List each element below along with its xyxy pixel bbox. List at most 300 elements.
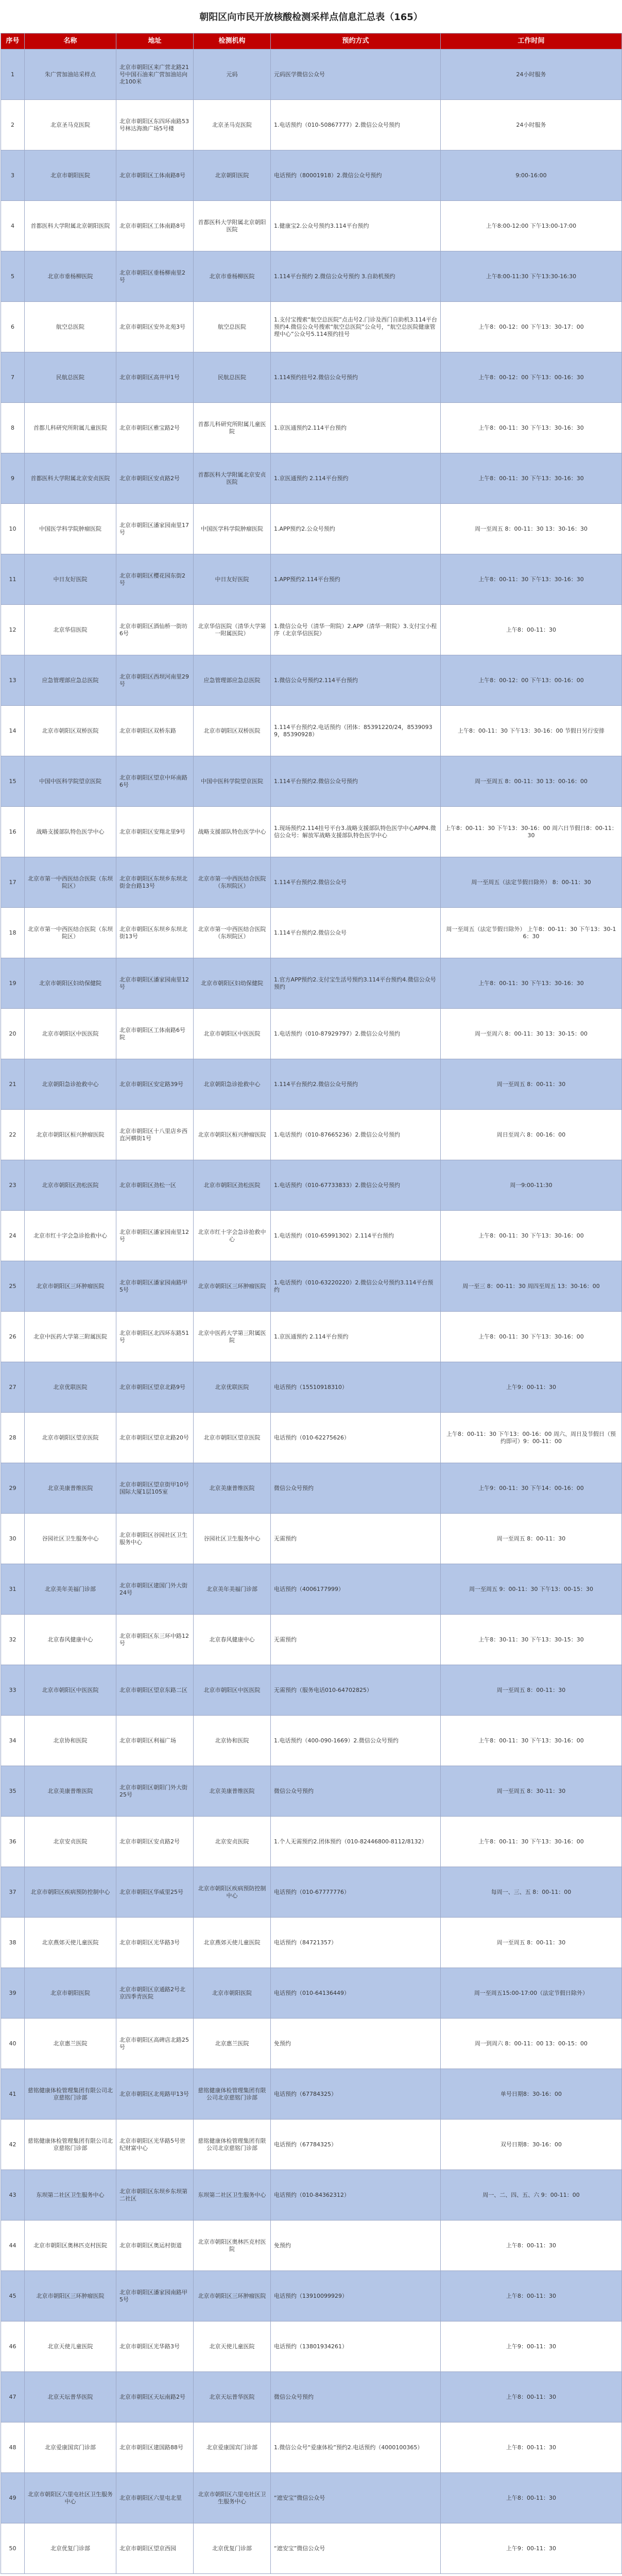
cell-no: 6 [1,302,25,352]
col-header-agency: 检测机构 [194,33,271,49]
cell-name: 北京爱康国宾门诊部 [25,2422,116,2473]
cell-no: 29 [1,1463,25,1514]
cell-hours: 上午8：00-11：30 下午13：30-16：00 [441,1312,622,1362]
cell-name: 北京天坛普华医院 [25,2372,116,2422]
cell-address: 北京市朝阳区樱花园东街2号 [116,554,194,605]
cell-no: 31 [1,1564,25,1615]
cell-name: 北京安贞医院 [25,1817,116,1867]
cell-no: 4 [1,201,25,251]
table-row [1,2120,622,2170]
table-row [1,1261,622,1312]
cell-no: 35 [1,1766,25,1817]
col-header-hours: 工作时间 [441,33,622,49]
cell-agency: 北京美康普维医院 [194,1463,271,1514]
cell-address: 北京市朝阳区高井甲1号 [116,352,194,403]
cell-agency: 北京市第一中西医结合医院（东坝院区） [194,857,271,908]
cell-address: 北京市朝阳区雅宝路2号 [116,403,194,453]
cell-booking: 1.114平台预约2.微信公众号 [271,908,441,958]
cell-address: 北京市朝阳区东坝乡东坝北街13号 [116,908,194,958]
cell-name: 首都儿科研究所附属儿童医院 [25,403,116,453]
cell-no: 46 [1,2321,25,2372]
cell-hours: 周一至周五 8：00-11：30 [441,1514,622,1564]
cell-booking: 电话预约（4006177999） [271,1564,441,1615]
cell-hours: 周一至周五15:00-17:00（法定节假日除外） [441,1968,622,2019]
cell-booking: 1.114平台预约2.微信公众号预约 [271,756,441,807]
cell-agency: 北京美年美福门诊部 [194,1564,271,1615]
cell-agency: 北京优联医院 [194,1362,271,1413]
cell-no: 37 [1,1867,25,1918]
cell-hours: 上午8：00-11：30 [441,2372,622,2422]
cell-address: 北京市朝阳区利福广场 [116,1716,194,1766]
cell-agency: 北京爱康国宾门诊部 [194,2422,271,2473]
cell-booking: 1.京医通预约2.114平台预约 [271,403,441,453]
cell-no: 23 [1,1160,25,1211]
cell-agency: 中国中医科学院望京医院 [194,756,271,807]
cell-no: 26 [1,1312,25,1362]
cell-name: 慈铭健康体检管理集团有限公司北京慈铭门诊部 [25,2120,116,2170]
cell-agency: 北京燕郊天使儿童医院 [194,1918,271,1968]
cell-name: 北京市朝阳区望京医院 [25,1413,116,1463]
table-row [1,958,622,1009]
cell-hours: 周一至周五（法定节假日除外） 8：00-11：30 [441,857,622,908]
cell-no: 5 [1,251,25,302]
cell-hours: 周一至三 8：00-11：30 周四至周五 13：30-16：00 [441,1261,622,1312]
cell-name: 北京市朝阳区双桥医院 [25,706,116,756]
cell-booking: 1.现场预约2.114挂号平台3.战略支援部队特色医学中心APP4.微信公众号：解放军战略支援部队特色医学中心 [271,807,441,857]
table-row [1,554,622,605]
cell-booking: 1.电话预约（010-87665236）2.微信公众号预约 [271,1110,441,1160]
cell-address: 北京市朝阳区潘家园南里12号 [116,958,194,1009]
cell-hours: 周一至周五 8：00-11：30 [441,1059,622,1110]
cell-name: 北京华信医院 [25,605,116,655]
cell-name: 北京美年美福门诊部 [25,1564,116,1615]
cell-no: 25 [1,1261,25,1312]
cell-agency: 首都医科大学附属北京朝阳医院 [194,201,271,251]
cell-hours: 上午8：00-11：30 [441,2422,622,2473]
table-row [1,908,622,958]
table-row [1,2473,622,2523]
cell-hours: 周一至周五 8：00-11：30 13：30-16：30 [441,504,622,554]
cell-hours: 上午8：30-11：30 下午13：30-15：30 [441,1615,622,1665]
cell-no: 21 [1,1059,25,1110]
cell-booking: 无需预约 [271,1615,441,1665]
cell-address: 北京市朝阳区望京东路二区 [116,1665,194,1716]
cell-name: 北京圣马克医院 [25,100,116,150]
cell-address: 北京市朝阳区酒仙桥一街坊6号 [116,605,194,655]
table-row [1,1564,622,1615]
cell-address: 北京市朝阳区安贞路2号 [116,453,194,504]
cell-no: 47 [1,2372,25,2422]
cell-name: 北京市朝阳区六里屯社区卫生服务中心 [25,2473,116,2523]
cell-booking: 元码医学微信公众号 [271,49,441,100]
cell-address: 北京市朝阳区望京中环南路6号 [116,756,194,807]
cell-booking: 1.电话预约（400-090-1669）2.微信公众号预约 [271,1716,441,1766]
cell-hours: 上午9：00-11：30 [441,1362,622,1413]
cell-no: 2 [1,100,25,150]
cell-no: 27 [1,1362,25,1413]
cell-name: 北京中医药大学第三附属医院 [25,1312,116,1362]
cell-address: 北京市朝阳区安贞路2号 [116,1817,194,1867]
table-row [1,2069,622,2120]
cell-hours: 周一至周六 8：00-11：30 13：30-15：00 [441,1009,622,1059]
table-row [1,1413,622,1463]
table-row [1,1867,622,1918]
cell-hours: 上午8：00-11：30 [441,2473,622,2523]
cell-hours: 周一、二、四、五、六 9：00-11：00 [441,2170,622,2221]
cell-agency: 北京圣马克医院 [194,100,271,150]
cell-address: 北京市朝阳区天坛南路2号 [116,2372,194,2422]
table-row [1,150,622,201]
cell-address: 北京市朝阳区双桥东路 [116,706,194,756]
cell-agency: 战略支援部队特色医学中心 [194,807,271,857]
table-row [1,1716,622,1766]
cell-no: 28 [1,1413,25,1463]
table-row [1,1968,622,2019]
cell-name: 北京惠兰医院 [25,2019,116,2069]
cell-name: 北京市第一中西医结合医院（东坝院区） [25,908,116,958]
table-row [1,1160,622,1211]
cell-booking: 电话预约（010-62275626） [271,1413,441,1463]
cell-booking: “遮安宝”微信公众号 [271,2473,441,2523]
cell-agency: 民航总医院 [194,352,271,403]
cell-booking: 免预约 [271,2221,441,2271]
cell-booking: 1.京医通预约 2.114平台预约 [271,1312,441,1362]
cell-no: 42 [1,2120,25,2170]
cell-hours: 上午8：00-11：30 下午13：30-16：30 [441,958,622,1009]
cell-hours: 每周一、三、五 8：00-11：00 [441,1867,622,1918]
table-row [1,857,622,908]
cell-no: 24 [1,1211,25,1261]
cell-address: 北京市朝阳区东四环南路53号林达海渔广场5号楼 [116,100,194,150]
cell-no: 16 [1,807,25,857]
cell-agency: 元码 [194,49,271,100]
cell-no: 22 [1,1110,25,1160]
table-row [1,756,622,807]
cell-no: 50 [1,2523,25,2574]
table-row [1,1362,622,1413]
cell-address: 北京市朝阳区东坝乡东坝北街金台路13号 [116,857,194,908]
cell-booking: 电话预约（010-84362312） [271,2170,441,2221]
table-row [1,2271,622,2321]
cell-no: 13 [1,655,25,706]
cell-name: 北京市朝阳区桓兴肿瘤医院 [25,1110,116,1160]
cell-name: 东坝第二社区卫生服务中心 [25,2170,116,2221]
cell-agency: 北京市朝阳区疾病预防控制中心 [194,1867,271,1918]
cell-no: 1 [1,49,25,100]
cell-hours: 周一至周五 8：00-11：30 13：00-16：00 [441,756,622,807]
cell-name: 谷园社区卫生服务中心 [25,1514,116,1564]
cell-hours: 上午9：00-11：30 [441,2523,622,2574]
cell-address: 北京市朝阳区工体南路6号院 [116,1009,194,1059]
cell-name: 航空总医院 [25,302,116,352]
table-row [1,2372,622,2422]
cell-name: 北京市朝阳区疾病预防控制中心 [25,1867,116,1918]
table-row [1,2321,622,2372]
cell-name: 北京市朝阳区劲松医院 [25,1160,116,1211]
table-row [1,1463,622,1514]
page-title: 朝阳区向市民开放核酸检测采样点信息汇总表（165） [199,12,423,23]
cell-hours: 上午8：00-11：30 下午13：30-16：00 节假日另行安排 [441,706,622,756]
table-row [1,1514,622,1564]
cell-agency: 北京美康普维医院 [194,1766,271,1817]
cell-no: 14 [1,706,25,756]
cell-no: 43 [1,2170,25,2221]
cell-agency: 北京春风健康中心 [194,1615,271,1665]
table-row [1,100,622,150]
cell-no: 3 [1,150,25,201]
cell-agency: 北京惠兰医院 [194,2019,271,2069]
cell-no: 17 [1,857,25,908]
cell-name: 北京市朝阳区奥林匹克村医院 [25,2221,116,2271]
table-row [1,1766,622,1817]
table-row [1,2523,622,2574]
cell-name: 北京市朝阳区妇幼保健院 [25,958,116,1009]
cell-hours: 上午8：00-11：30 下午13：00-16：00 周六、周日及节假日（预约即可）9：00-11：00 [441,1413,622,1463]
cell-agency: 首都儿科研究所附属儿童医院 [194,403,271,453]
cell-agency: 谷园社区卫生服务中心 [194,1514,271,1564]
cell-booking: 电话预约（010-64136449） [271,1968,441,2019]
table-row [1,2221,622,2271]
cell-address: 北京市朝阳区劲松一区 [116,1160,194,1211]
cell-hours: 上午8:00-11:30 下午13:30-16:30 [441,251,622,302]
cell-no: 34 [1,1716,25,1766]
cell-agency: 慈铭健康体检管理集团有限公司北京慈铭门诊部 [194,2069,271,2120]
cell-no: 15 [1,756,25,807]
cell-address: 北京市朝阳区朝阳门外大街25号 [116,1766,194,1817]
cell-hours: 9:00-16:00 [441,150,622,201]
cell-no: 40 [1,2019,25,2069]
cell-name: 首都医科大学附属北京安贞医院 [25,453,116,504]
table-row [1,352,622,403]
cell-address: 北京市朝阳区垂杨柳南里2号 [116,251,194,302]
cell-hours: 24小时服务 [441,49,622,100]
cell-booking: 1.个人无需预约2.团体预约（010-82446800-8112/8132） [271,1817,441,1867]
cell-agency: 航空总医院 [194,302,271,352]
cell-address: 北京市朝阳区谷园社区卫生服务中心 [116,1514,194,1564]
cell-booking: 1.电话预约（010-50867777）2.微信公众号预约 [271,100,441,150]
cell-address: 北京市朝阳区望京北路20号 [116,1413,194,1463]
cell-booking: 1.官方APP预约2.支付宝生活号预约3.114平台预约4.微信公众号预约 [271,958,441,1009]
cell-booking: 1.电话预约（010-63220220）2.微信公众号预约3.114平台预约 [271,1261,441,1312]
cell-booking: 1.健康宝2.公众号预约3.114平台预约 [271,201,441,251]
cell-booking: 1.114预约挂号2.微信公众号预约 [271,352,441,403]
cell-agency: 北京市朝阳区桓兴肿瘤医院 [194,1110,271,1160]
cell-hours: 上午8：00-11：30 下午13：30-16：00 [441,1211,622,1261]
cell-agency: 中日友好医院 [194,554,271,605]
col-header-no: 序号 [1,33,25,49]
cell-address: 北京市朝阳区东三环中路12号 [116,1615,194,1665]
col-header-booking: 预约方式 [271,33,441,49]
cell-name: 北京协和医院 [25,1716,116,1766]
cell-name: 北京市朝阳区三环肿瘤医院 [25,2271,116,2321]
cell-agency: 应急管理部应急总医院 [194,655,271,706]
cell-address: 北京市朝阳区光华路3号 [116,1918,194,1968]
cell-hours: 上午8：00-12：00 下午13：30-17：00 [441,302,622,352]
cell-hours: 周一到周六 8：00-11：00 13：00-15：00 [441,2019,622,2069]
cell-name: 中国中医科学院望京医院 [25,756,116,807]
cell-hours: 上午9：00-11：30 下午14：00-16：00 [441,1463,622,1514]
cell-no: 7 [1,352,25,403]
cell-agency: 北京天使儿童医院 [194,2321,271,2372]
cell-address: 北京市朝阳区六里屯北里 [116,2473,194,2523]
cell-name: 北京优联医院 [25,1362,116,1413]
cell-name: 应急管理部应急总医院 [25,655,116,706]
cell-name: 北京市第一中西医结合医院（东坝院区） [25,857,116,908]
cell-name: 中日友好医院 [25,554,116,605]
cell-booking: 1.电话预约（010-67733833）2.微信公众号预约 [271,1160,441,1211]
cell-agency: 北京市垂杨柳医院 [194,251,271,302]
cell-agency: 北京优复门诊部 [194,2523,271,2574]
cell-booking: “遮安宝”微信公众号 [271,2523,441,2574]
cell-booking: 无需预约（服务电话010-64702825） [271,1665,441,1716]
cell-agency: 中国医学科学院肿瘤医院 [194,504,271,554]
cell-no: 8 [1,403,25,453]
cell-hours: 周一至周五 8：00-11：30 [441,1918,622,1968]
cell-booking: 微信公众号预约 [271,1463,441,1514]
cell-booking: 1.微信公众号（清华一附院）2.APP（清华一附院）3.支付宝小程序（北京华信医院） [271,605,441,655]
cell-booking: 电话预约（67784325） [271,2069,441,2120]
cell-agency: 北京市第一中西医结合医院（东坝院区） [194,908,271,958]
cell-no: 11 [1,554,25,605]
cell-no: 19 [1,958,25,1009]
cell-agency: 北京协和医院 [194,1716,271,1766]
cell-agency: 北京天坛普华医院 [194,2372,271,2422]
cell-address: 北京市朝阳区望京北路9号 [116,1362,194,1413]
cell-agency: 首都医科大学附属北京安贞医院 [194,453,271,504]
cell-agency: 北京安贞医院 [194,1817,271,1867]
cell-booking: 电话预约（13910099929） [271,2271,441,2321]
cell-address: 北京市朝阳区安翔北里9号 [116,807,194,857]
cell-name: 北京市朝阳医院 [25,150,116,201]
cell-booking: 电话预约（84721357） [271,1918,441,1968]
cell-booking: 1.微信公众号预约2.114平台预约 [271,655,441,706]
cell-hours: 24小时服务 [441,100,622,150]
cell-booking: 微信公众号预约 [271,1766,441,1817]
cell-no: 12 [1,605,25,655]
cell-hours: 周一至周五 8：30-11：30 [441,1766,622,1817]
cell-address: 北京市朝阳区安外北苑3号 [116,302,194,352]
table-row [1,1059,622,1110]
cell-booking: 1.114平台预约2.微信公众号 [271,857,441,908]
cell-address: 北京市朝阳区潘家园南里17号 [116,504,194,554]
cell-address: 北京市朝阳区望京街甲10号国际大厦1层105室 [116,1463,194,1514]
cell-hours: 周一至周五（法定节假日除外） 上午8：00-11：30 下午13：30-16：30 [441,908,622,958]
table-row [1,453,622,504]
table-row [1,1918,622,1968]
sampling-sites-table [1,33,622,2574]
table-row [1,403,622,453]
cell-agency: 北京市朝阳区劲松医院 [194,1160,271,1211]
cell-no: 36 [1,1817,25,1867]
cell-agency: 北京市朝阳区奥林匹克村医院 [194,2221,271,2271]
cell-no: 49 [1,2473,25,2523]
cell-address: 北京市朝阳区安定路39号 [116,1059,194,1110]
cell-name: 北京美康普维医院 [25,1463,116,1514]
cell-address: 北京市朝阳区建国门外大街24号 [116,1564,194,1615]
cell-address: 北京市朝阳区来广营北路21号中国石油来广营加油站向北100米 [116,49,194,100]
cell-no: 45 [1,2271,25,2321]
cell-name: 慈铭健康体检管理集团有限公司北京慈铭门诊部 [25,2069,116,2120]
table-row [1,655,622,706]
cell-name: 北京燕郊天使儿童医院 [25,1918,116,1968]
cell-booking: 电话预约（67784325） [271,2120,441,2170]
table-row [1,1211,622,1261]
cell-agency: 北京市红十字会急诊抢救中心 [194,1211,271,1261]
cell-name: 民航总医院 [25,352,116,403]
cell-agency: 北京市朝阳区双桥医院 [194,706,271,756]
cell-booking: 微信公众号预约 [271,2372,441,2422]
cell-booking: 1.114平台预约2.微信公众号预约 [271,1059,441,1110]
cell-address: 北京市朝阳区东坝乡东坝第二社区 [116,2170,194,2221]
cell-agency: 北京朝阳医院 [194,150,271,201]
cell-address: 北京市朝阳区潘家园南路甲5号 [116,1261,194,1312]
cell-address: 北京市朝阳区建国路88号 [116,2422,194,2473]
cell-no: 30 [1,1514,25,1564]
cell-hours: 上午8:00-12:00 下午13:00-17:00 [441,201,622,251]
cell-no: 10 [1,504,25,554]
table-row [1,201,622,251]
cell-hours: 上午8：00-11：30 下午13：30-16：30 [441,453,622,504]
cell-booking: 电话预约（15510918310） [271,1362,441,1413]
cell-hours: 上午8：00-11：30 [441,2271,622,2321]
cell-no: 9 [1,453,25,504]
table-row [1,1665,622,1716]
table-row [1,807,622,857]
cell-hours: 上午8：00-11：30 下午13：30-16：30 [441,403,622,453]
cell-hours: 周一至周五 9：00-11：30 下午13：00-15：30 [441,1564,622,1615]
cell-no: 32 [1,1615,25,1665]
cell-booking: 1.APP预约2.114平台预约 [271,554,441,605]
table-row [1,251,622,302]
table-row [1,1817,622,1867]
cell-hours: 上午8：00-12：00 下午13：00-16：30 [441,352,622,403]
cell-agency: 北京朝阳急诊抢救中心 [194,1059,271,1110]
cell-name: 北京市朝阳区中医医院 [25,1665,116,1716]
table-header-row [1,33,622,49]
cell-no: 33 [1,1665,25,1716]
cell-name: 北京市朝阳区中医医院 [25,1009,116,1059]
cell-name: 北京市垂杨柳医院 [25,251,116,302]
cell-address: 北京市朝阳区奥运村街道 [116,2221,194,2271]
table-body [1,49,622,2574]
cell-hours: 上午9：00-11：30 [441,2321,622,2372]
table-row [1,2019,622,2069]
cell-address: 北京市朝阳区北四环东路51号 [116,1312,194,1362]
cell-address: 北京市朝阳区工体南路8号 [116,201,194,251]
cell-agency: 慈铭健康体检管理集团有限公司北京慈铭门诊部 [194,2120,271,2170]
cell-address: 北京市朝阳区光华路5号世纪财富中心 [116,2120,194,2170]
cell-no: 38 [1,1918,25,1968]
table-row [1,605,622,655]
table-row [1,302,622,352]
cell-agency: 北京市朝阳医院 [194,1968,271,2019]
table-row [1,504,622,554]
cell-agency: 北京市朝阳区中医医院 [194,1665,271,1716]
col-header-name: 名称 [25,33,116,49]
cell-address: 北京市朝阳区工体南路8号 [116,150,194,201]
cell-booking: 电话预约（010-67777776） [271,1867,441,1918]
cell-agency: 北京华信医院（清华大学第一附属医院） [194,605,271,655]
cell-agency: 北京市朝阳区六里屯社区卫生服务中心 [194,2473,271,2523]
table-row [1,2422,622,2473]
cell-booking: 电话预约（80001918）2.微信公众号预约 [271,150,441,201]
cell-agency: 北京中医药大学第三附属医院 [194,1312,271,1362]
cell-name: 中国医学科学院肿瘤医院 [25,504,116,554]
cell-address: 北京市朝阳区京通路2号北京四季青医院 [116,1968,194,2019]
cell-name: 北京优复门诊部 [25,2523,116,2574]
cell-hours: 上午8：00-12：00 下午13：00-16：00 [441,655,622,706]
cell-hours: 上午8：00-11：30 下午13：30-16：00 [441,1817,622,1867]
